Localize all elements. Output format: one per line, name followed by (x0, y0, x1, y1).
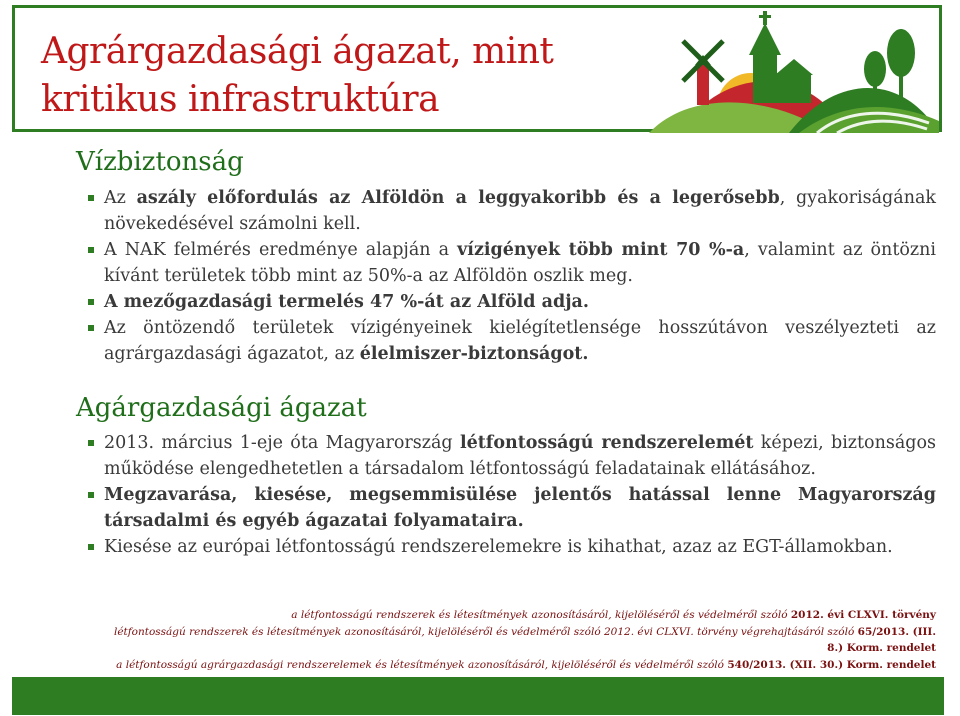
bullet-text: Az (104, 188, 137, 208)
legal-references (96, 607, 936, 673)
section-heading-agazat: Agárgazdasági ágazat (76, 393, 367, 423)
bullet-item (88, 482, 936, 534)
bullet-emphasis: létfontosságú rendszerelemét (459, 433, 754, 453)
slide-title (41, 28, 553, 124)
reference-text: létfontosságú rendszerek és létesítmények azonosításáról, kijelöléséről és védelméről szóló 2012. évi CLXVI. törvény végrehajtásáról szóló (113, 625, 858, 638)
bullet-item (88, 289, 936, 315)
bullet-text: 2013. március 1-eje óta Magyarország (104, 433, 460, 453)
bullet-text: Kiesése az európai létfontosságú rendszerelemekre is kihathat, azaz az EGT-államokban. (104, 537, 893, 557)
bullet-item (88, 534, 936, 560)
reference-text: a létfontosságú rendszerek és létesítmények azonosításáról, kijelöléséről és védelméről szóló (291, 609, 791, 621)
bullet-emphasis: Megzavarása, kiesése, megsemmisülése jelentős hatással lenne Magyarország társadalmi és egyéb ágazatai folyamataira. (104, 485, 936, 531)
bullet-item (88, 185, 936, 237)
bullet-emphasis: A mezőgazdasági termelés 47 %-át az Alföld adja. (104, 292, 589, 312)
reference-line (96, 607, 936, 624)
bullet-text: képezi, biztonságos működése elengedhetetlen a társadalom létfontosságú feladatainak ellátásához. (104, 433, 936, 479)
bullet-text: A NAK felmérés eredménye alapján a (104, 240, 458, 260)
reference-line (96, 624, 936, 657)
bullet-emphasis: aszály előfordulás az Alföldön a leggyakoribb és a legerősebb (136, 188, 780, 208)
reference-number: 65/2013. (III. 8.) Korm. rendelet (827, 625, 936, 654)
reference-number: 540/2013. (XII. 30.) Korm. rendelet (727, 658, 936, 671)
bullet-emphasis: élelmiszer-biztonságot. (359, 344, 589, 364)
reference-line (96, 657, 936, 674)
bullet-text: , gyakoriságának növekedésével számolni kell. (104, 188, 936, 234)
footer-bar (12, 677, 944, 715)
vizbiztonsag-bullet-list (88, 185, 936, 367)
reference-text: a létfontosságú agrárgazdasági rendszerelemek és létesítmények azonosításáról, kijelöléséről és védelméről szóló (116, 658, 728, 671)
slide-title-line-1: Agrárgazdasági ágazat, mint (41, 31, 554, 72)
rural-landscape-logo-icon (639, 11, 939, 133)
agazat-bullet-list (88, 430, 936, 560)
bullet-item (88, 237, 936, 289)
bullet-item (88, 430, 936, 482)
bullet-item (88, 315, 936, 367)
church-icon (749, 11, 813, 103)
title-banner (12, 5, 942, 132)
section-heading-vizbiztonsag: Vízbiztonság (76, 147, 244, 177)
bullet-emphasis: vízigények több mint 70 %-a (457, 240, 745, 260)
bullet-text: , valamint az öntözni kívánt területek több mint az 50%-a az Alföldön oszlik meg. (104, 240, 936, 286)
slide-title-line-2: kritikus infrastruktúra (41, 79, 440, 120)
bullet-text: Az öntözendő területek vízigényeinek kielégítetlensége hosszútávon veszélyezteti az agrárgazdasági ágazatot, az (104, 318, 936, 364)
reference-number: 2012. évi CLXVI. törvény (790, 609, 936, 621)
